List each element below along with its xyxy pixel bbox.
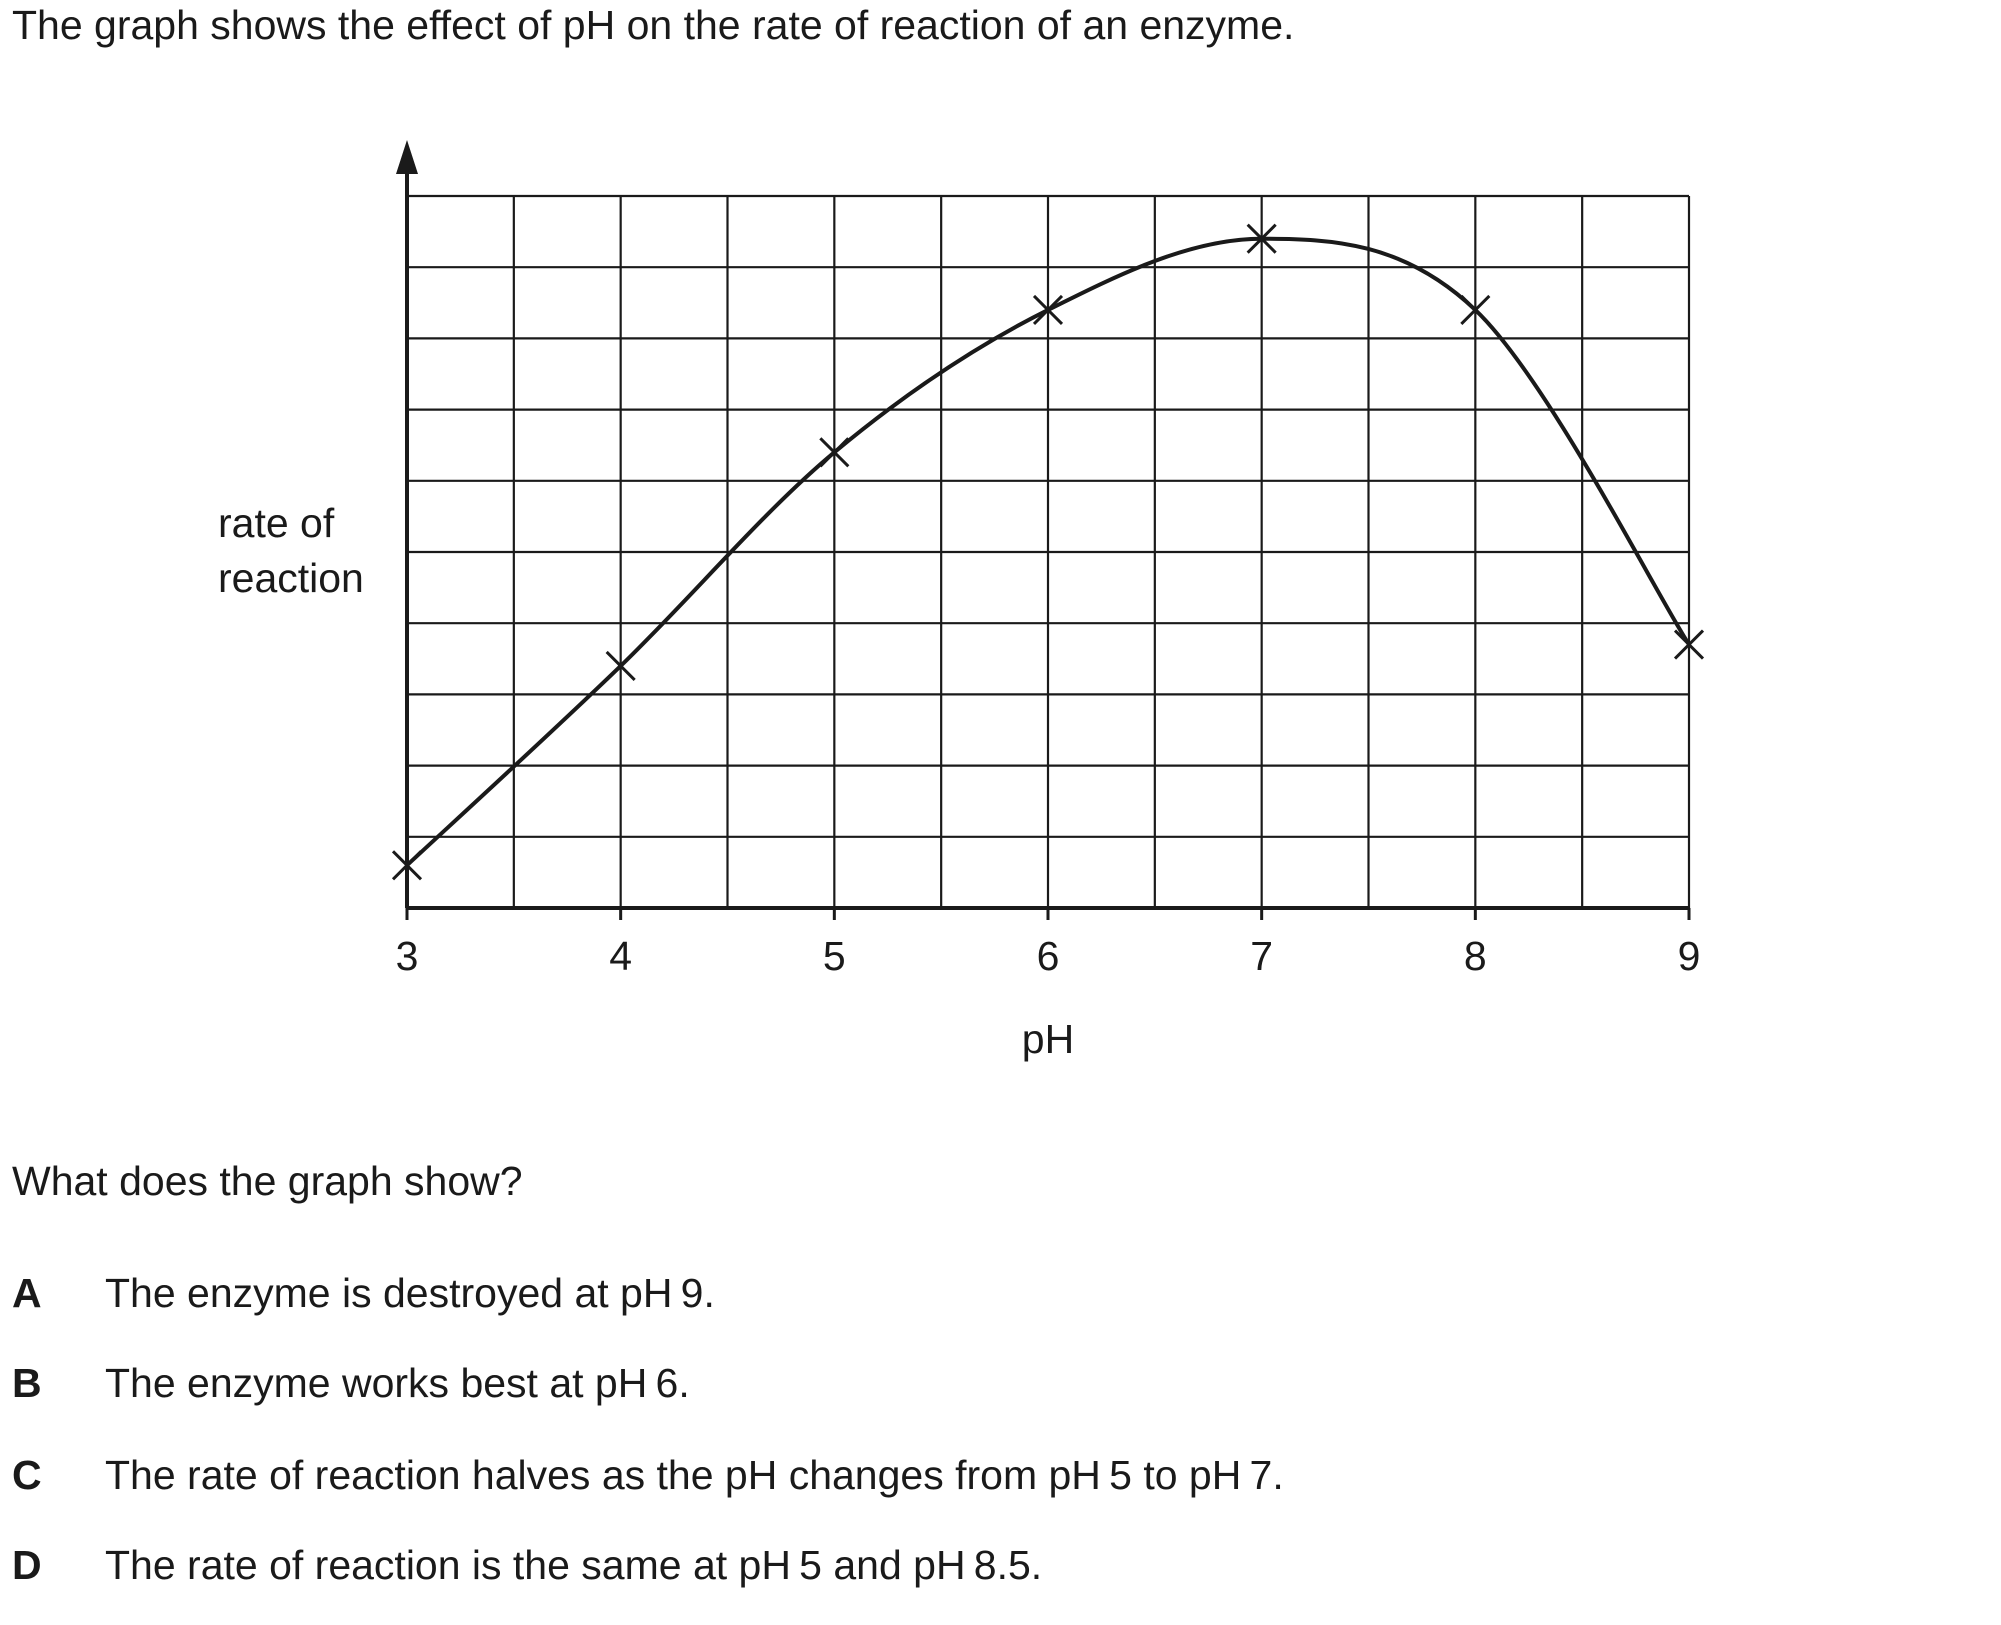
x-tick-label: 7: [1250, 933, 1274, 979]
option-a-letter: A: [12, 1270, 42, 1316]
chart-axes: [396, 140, 1689, 920]
x-axis-label: pH: [1021, 1016, 1075, 1062]
option-c-text: The rate of reaction halves as the pH changes from pH 5 to pH 7.: [105, 1452, 1284, 1498]
y-axis-label-line: reaction: [218, 555, 364, 601]
x-tick-label: 6: [1036, 933, 1060, 979]
x-tick-label: 3: [395, 933, 419, 979]
question-prompt: What does the graph show?: [12, 1158, 523, 1204]
option-d-text: The rate of reaction is the same at pH 5 and pH 8.5.: [105, 1542, 1043, 1588]
y-axis-arrowhead: [396, 140, 418, 174]
option-c-letter: C: [12, 1452, 42, 1498]
chart-grid: [407, 196, 1689, 908]
x-tick-label: 4: [609, 933, 633, 979]
x-tick-label: 8: [1463, 933, 1487, 979]
option-d-letter: D: [12, 1542, 42, 1588]
option-b-letter: B: [12, 1360, 42, 1406]
option-a-text: The enzyme is destroyed at pH 9.: [105, 1270, 715, 1316]
x-tick-label: 9: [1677, 933, 1701, 979]
y-axis-label-line: rate of: [218, 500, 335, 546]
question-intro: The graph shows the effect of pH on the rate of reaction of an enzyme.: [12, 2, 1295, 48]
x-tick-label: 5: [822, 933, 846, 979]
chart-labels: [218, 500, 1700, 1062]
option-b-text: The enzyme works best at pH 6.: [105, 1360, 690, 1406]
